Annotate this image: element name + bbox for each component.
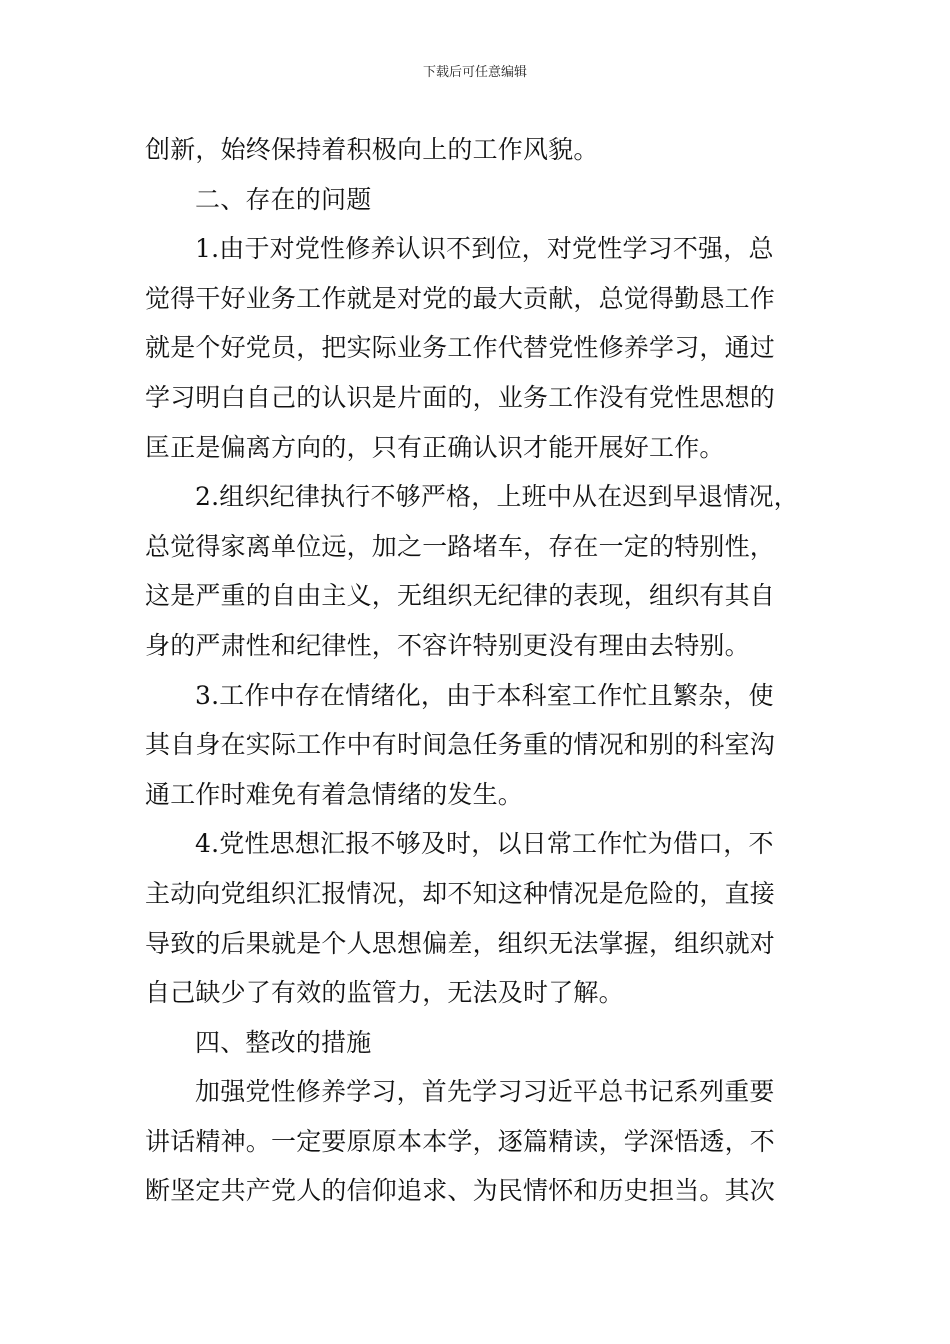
text-line: 断坚定共产党人的信仰追求、为民情怀和历史担当。其次 — [145, 1176, 776, 1206]
text-line: 其自身在实际工作中有时间急任务重的情况和别的科室沟 — [145, 730, 776, 760]
text-line: 身的严肃性和纪律性，不容许特别更没有理由去特别。 — [145, 630, 750, 660]
text-line: 这是严重的自由主义，无组织无纪律的表现，组织有其自 — [145, 581, 776, 611]
text-line: 1.由于对党性修养认识不到位，对党性学习不强，总 — [195, 234, 774, 264]
section-heading: 四、整改的措施 — [195, 1027, 372, 1057]
text-line: 就是个好党员，把实际业务工作代替党性修养学习，通过 — [145, 333, 776, 363]
text-line: 主动向党组织汇报情况，却不知这种情况是危险的，直接 — [145, 878, 776, 908]
text-line: 讲话精神。一定要原原本本学，逐篇精读，学深悟透，不 — [145, 1126, 776, 1156]
text-line: 4.党性思想汇报不够及时，以日常工作忙为借口，不 — [195, 829, 774, 859]
section-heading: 二、存在的问题 — [195, 184, 372, 214]
document-body — [145, 125, 815, 1216]
text-line: 创新，始终保持着积极向上的工作风貌。 — [145, 135, 599, 164]
text-line: 总觉得家离单位远，加之一路堵车，存在一定的特别性， — [145, 531, 776, 561]
text-line: 觉得干好业务工作就是对党的最大贡献，总觉得勤恳工作 — [145, 283, 776, 313]
text-line: 学习明白自己的认识是片面的，业务工作没有党性思想的 — [145, 382, 776, 412]
text-line: 通工作时难免有着急情绪的发生。 — [145, 779, 524, 809]
text-line: 加强党性修养学习，首先学习习近平总书记系列重要 — [195, 1077, 775, 1107]
text-line: 匡正是偏离方向的，只有正确认识才能开展好工作。 — [145, 432, 725, 462]
page-header: 下载后可任意编辑 — [422, 65, 527, 80]
text-line: 3.工作中存在情绪化，由于本科室工作忙且繁杂，使 — [195, 680, 774, 710]
text-line: 自己缺少了有效的监管力，无法及时了解。 — [145, 978, 624, 1008]
text-line: 导致的后果就是个人思想偏差，组织无法掌握，组织就对 — [145, 928, 776, 958]
text-line: 2.组织纪律执行不够严格，上班中从在迟到早退情况， — [195, 482, 799, 512]
